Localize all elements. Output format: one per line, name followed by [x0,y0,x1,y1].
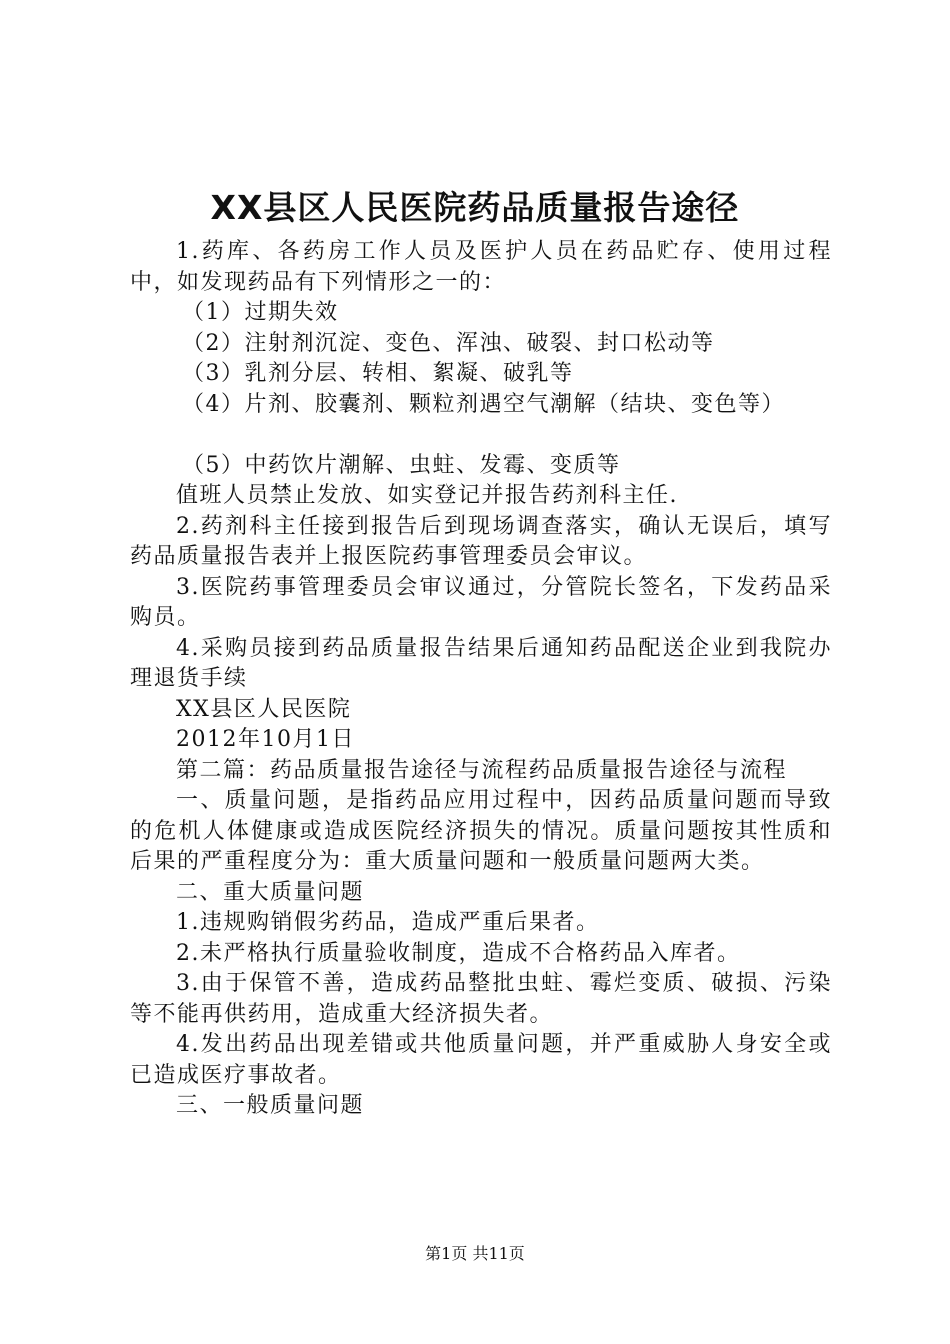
signature-date: 2012年10月1日 [176,727,355,752]
paragraph-step-4: 4.采购员接到药品质量报告结果后通知药品配送企业到我院办理退货手续 [130,635,832,691]
list-item-emulsion: （3）乳剂分层、转相、絮凝、破乳等 [182,361,574,386]
paragraph-major-2: 2.未严格执行质量验收制度，造成不合格药品入库者。 [176,940,741,966]
paragraph-quality-definition: 一、质量问题，是指药品应用过程中，因药品质量问题而导致的危机人体健康或造成医院经济损失的情况。质量问题按其性质和后果的严重程度分为：重大质量问题和一般质量问题两大类。 [130,788,832,874]
paragraph-step-2: 2.药剂科主任接到报告后到现场调查落实，确认无误后，填写药品质量报告表并上报医院药事管理委员会审议。 [130,513,832,569]
section-heading-major: 二、重大质量问题 [176,879,365,905]
list-item-herbal: （5）中药饮片潮解、虫蛀、发霉、变质等 [182,452,621,478]
page-footer: 第1页 共11页 [425,1244,525,1263]
document-body [130,237,832,1122]
paragraph-major-3: 3.由于保管不善，造成药品整批虫蛀、霉烂变质、破损、污染等不能再供药用，造成重大经济损失者。 [130,971,832,1027]
signature-hospital: XX县区人民医院 [176,696,352,722]
document-title: XX县区人民医院药品质量报告途径 [210,188,740,227]
list-item-expired: （1）过期失效 [182,300,339,325]
paragraph-intro: 1.药库、各药房工作人员及医护人员在药品贮存、使用过程中，如发现药品有下列情形之一的： [130,239,832,295]
list-item-tablet: （4）片剂、胶囊剂、颗粒剂遇空气潮解（结块、变色等） [182,391,785,417]
paragraph-major-1: 1.违规购销假劣药品，造成严重后果者。 [176,910,600,935]
blank-line [130,420,832,451]
paragraph-duty-staff: 值班人员禁止发放、如实登记并报告药剂科主任. [176,483,678,508]
section-heading-general: 三、一般质量问题 [176,1093,365,1118]
list-item-injection: （2）注射剂沉淀、变色、浑浊、破裂、封口松动等 [182,330,715,356]
paragraph-major-4: 4.发出药品出现差错或共他质量问题，并严重威胁人身安全或已造成医疗事故者。 [130,1032,832,1088]
section-heading-part-two: 第二篇：药品质量报告途径与流程药品质量报告途径与流程 [176,757,788,783]
paragraph-step-3: 3.医院药事管理委员会审议通过，分管院长签名，下发药品采购员。 [130,574,832,630]
